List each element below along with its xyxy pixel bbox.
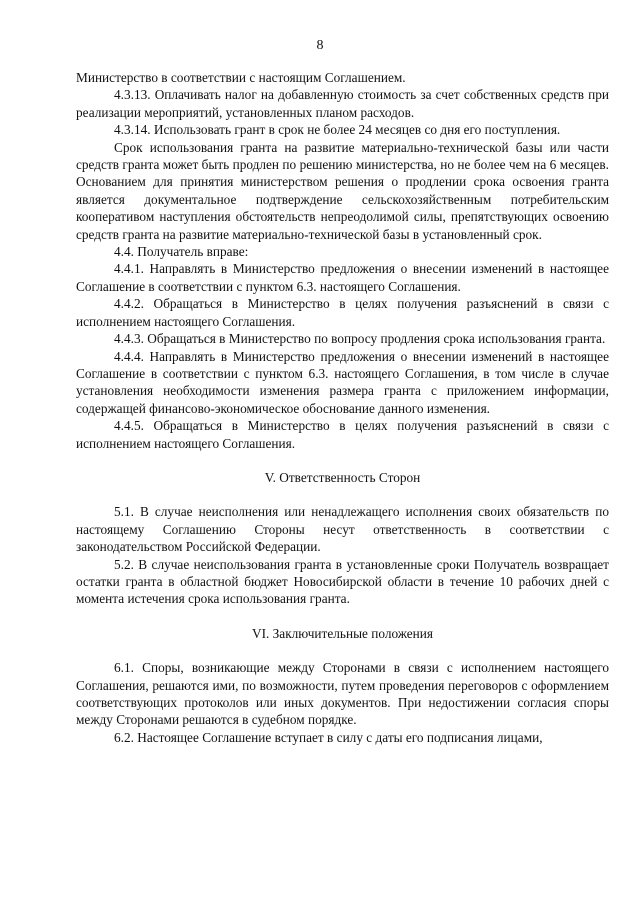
section-heading: VI. Заключительные положения bbox=[251, 625, 434, 641]
page-number: 8 bbox=[316, 38, 324, 53]
paragraph: 4.4. Получатель вправе: bbox=[114, 244, 249, 260]
paragraph: 5.2. В случае неиспользования гранта в установленные сроки Получатель возвращает остатки гранта в областной бюджет Новосибирской области в течение 10 рабочих дней с момента истечения срока использования гранта. bbox=[76, 556, 609, 607]
paragraph: 6.2. Настоящее Соглашение вступает в силу с даты его подписания лицами, bbox=[114, 729, 543, 745]
document-body bbox=[76, 69, 609, 746]
paragraph: 4.4.1. Направлять в Министерство предложения о внесении изменений в настоящее Соглашение в соответствии с пунктом 6.3. настоящего Соглашения. bbox=[76, 261, 609, 294]
paragraph: Министерство в соответствии с настоящим Соглашением. bbox=[76, 70, 406, 85]
paragraph: 4.3.13. Оплачивать налог на добавленную стоимость за счет собственных средств при реализации мероприятий, установленных планом расходов. bbox=[76, 87, 609, 120]
paragraph: 6.1. Споры, возникающие между Сторонами в связи с исполнением настоящего Соглашения, решаются ими, по возможности, путем проведения переговоров с оформлением соответствующих протоколов или иных документов. При недостижении согласия споры между Сторонами решаются в судебном порядке. bbox=[76, 660, 609, 728]
paragraph: 4.4.5. Обращаться в Министерство в целях получения разъяснений в связи с исполнением настоящего Соглашения. bbox=[76, 418, 609, 451]
paragraph: 5.1. В случае неисполнения или ненадлежащего исполнения своих обязательств по настоящему Соглашению Стороны несут ответственность в соответствии с законодательством Российской Федерации. bbox=[76, 504, 609, 555]
paragraph: 4.3.14. Использовать грант в срок не более 24 месяцев со дня его поступления. bbox=[114, 122, 561, 138]
paragraph: Срок использования гранта на развитие материально-технической базы или части средств гранта может быть продлен по решению министерства, но не более чем на 6 месяцев. Основанием для принятия министерством решения о продлении срока освоения гранта является документальное подтверждение сельскохозяйственным потребительским кооперативом наступления обстоятельств непреодолимой силы, препятствующих освоению средств гранта на развитие материально-технической базы в установленный срок. bbox=[76, 139, 609, 242]
paragraph: 4.4.2. Обращаться в Министерство в целях получения разъяснений в связи с исполнением настоящего Соглашения. bbox=[76, 296, 609, 329]
section-heading: V. Ответственность Сторон bbox=[264, 469, 421, 485]
paragraph: 4.4.3. Обращаться в Министерство по вопросу продления срока использования гранта. bbox=[114, 331, 606, 347]
paragraph: 4.4.4. Направлять в Министерство предложения о внесении изменений в настоящее Соглашение в соответствии с пунктом 6.3. настоящего Соглашения, в том числе в случае установления необходимости изменения размера гранта с приложением информации, содержащей финансово-экономическое обоснование данного изменения. bbox=[76, 348, 609, 416]
